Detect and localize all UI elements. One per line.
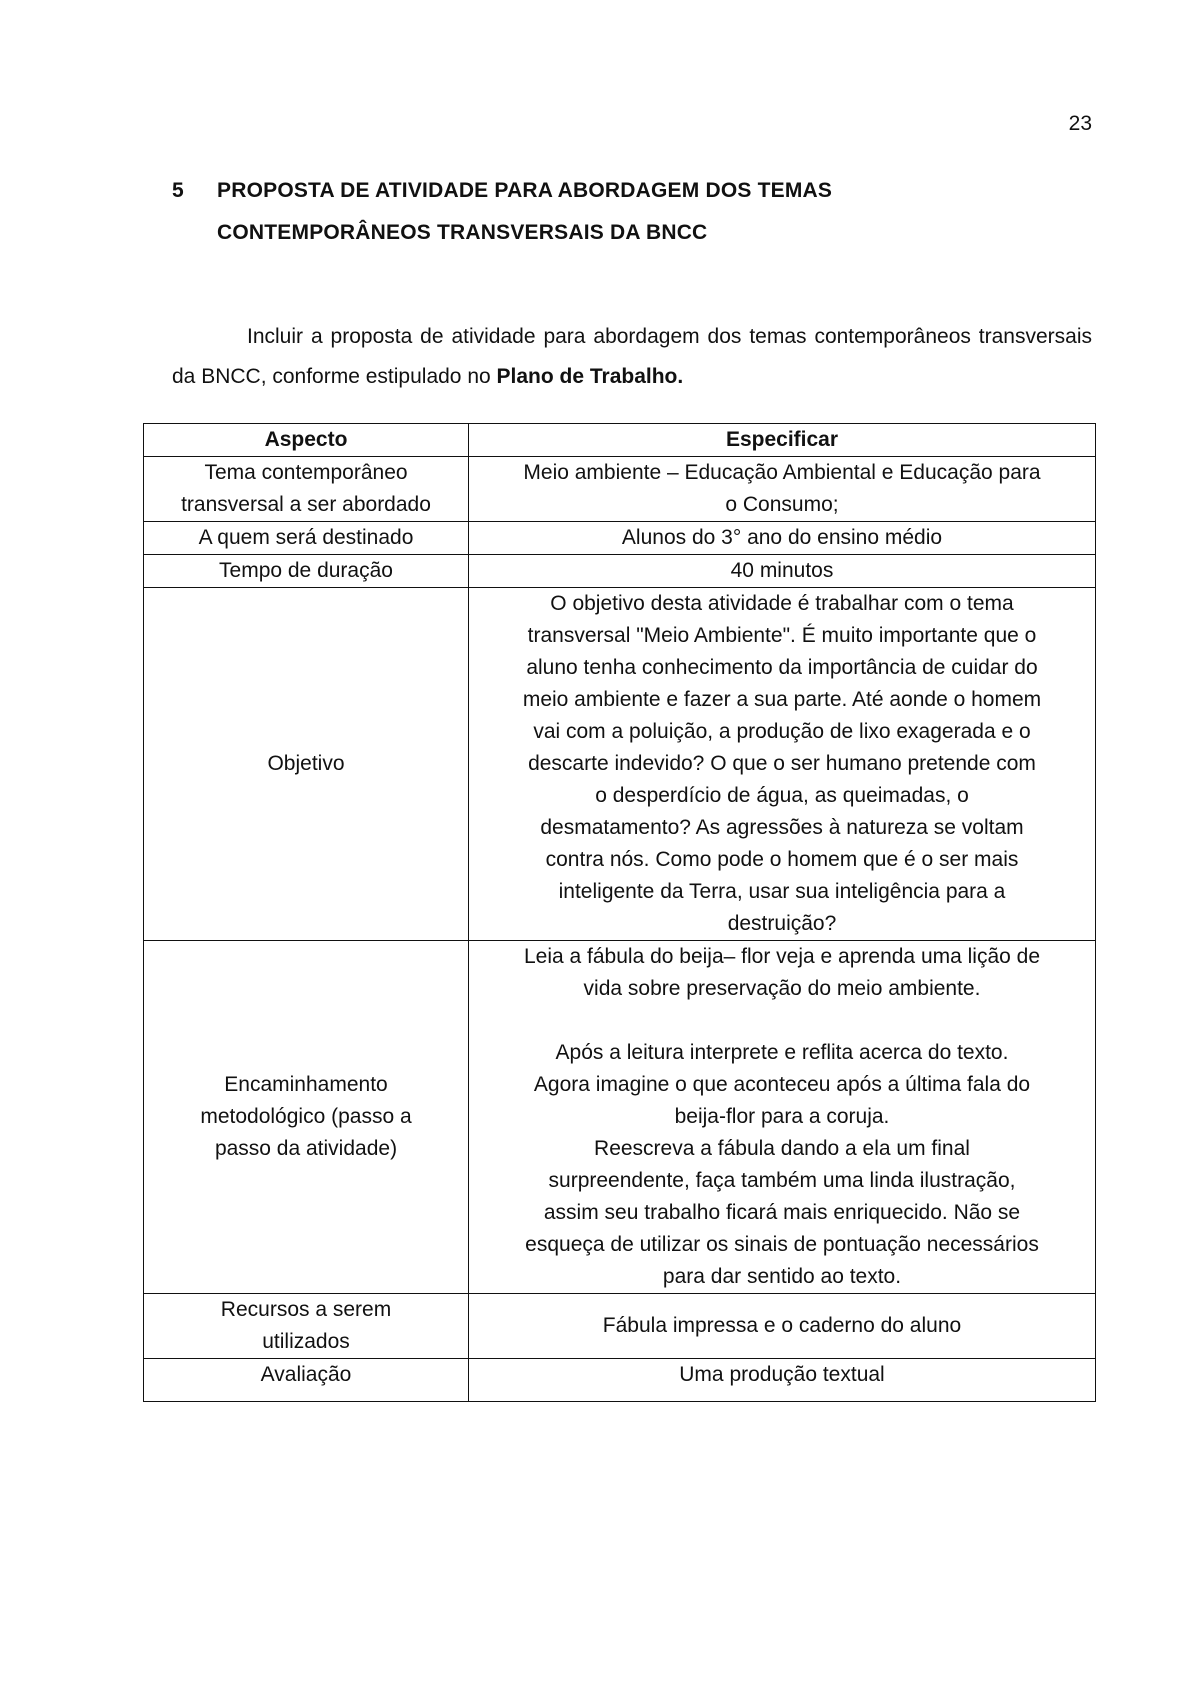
intro-paragraph — [172, 317, 1092, 397]
table-row — [144, 941, 1096, 1294]
aspect-cell-objetivo: Objetivo — [144, 588, 469, 941]
detail-cell-duracao: 40 minutos — [469, 555, 1096, 588]
section-title-line-1: PROPOSTA DE ATIVIDADE PARA ABORDAGEM DOS TEMAS — [217, 179, 833, 202]
header-aspecto: Aspecto — [144, 424, 469, 457]
table-row — [144, 588, 1096, 941]
detail-cell-encaminhamento: Leia a fábula do beija– flor veja e aprenda uma lição de vida sobre preservação do meio ambiente. Após a leitura interprete e reflita acerca do texto. Agora imagine o que aconteceu após a última fala do beija-flor para a coruja. Reescreva a fábula dando a ela um final surpreendente, faça também uma linda ilustração, assim seu trabalho ficará mais enriquecido. Não se esqueça de utilizar os sinais de pontuação necessários para dar sentido ao texto. — [469, 941, 1096, 1294]
aspect-cell-tema: Tema contemporâneo transversal a ser abordado — [144, 457, 469, 522]
section-title-line-2: CONTEMPORÂNEOS TRANSVERSAIS DA BNCC — [217, 221, 708, 244]
header-especificar: Especificar — [469, 424, 1096, 457]
section-heading — [172, 170, 1092, 254]
page-number: 23 — [1068, 112, 1092, 135]
table-row — [144, 555, 1096, 588]
intro-bold-text: Plano de Trabalho. — [496, 365, 684, 388]
aspect-cell-avaliacao: Avaliação — [144, 1359, 469, 1402]
detail-cell-avaliacao: Uma produção textual — [469, 1359, 1096, 1402]
aspect-cell-duracao: Tempo de duração — [144, 555, 469, 588]
activity-table — [143, 423, 1096, 1402]
section-number: 5 — [172, 179, 184, 202]
aspect-cell-destinado: A quem será destinado — [144, 522, 469, 555]
table-row — [144, 457, 1096, 522]
detail-cell-recursos: Fábula impressa e o caderno do aluno — [469, 1294, 1096, 1359]
aspect-cell-encaminhamento: Encaminhamento metodológico (passo a passo da atividade) — [144, 941, 469, 1294]
intro-text: Incluir a proposta de atividade para abordagem dos temas contemporâneos transversais da BNCC, conforme estipulado no — [172, 325, 1092, 388]
table-header-row — [144, 424, 1096, 457]
table-row — [144, 522, 1096, 555]
table-row — [144, 1294, 1096, 1359]
detail-cell-objetivo: O objetivo desta atividade é trabalhar com o tema transversal "Meio Ambiente". É muito importante que o aluno tenha conhecimento da importância de cuidar do meio ambiente e fazer a sua parte. Até aonde o homem vai com a poluição, a produção de lixo exagerada e o descarte indevido? O que o ser humano pretende com o desperdício de água, as queimadas, o desmatamento? As agressões à natureza se voltam contra nós. Como pode o homem que é o ser mais inteligente da Terra, usar sua inteligência para a destruição? — [469, 588, 1096, 941]
table-row — [144, 1359, 1096, 1402]
detail-cell-tema: Meio ambiente – Educação Ambiental e Educação para o Consumo; — [469, 457, 1096, 522]
aspect-cell-recursos: Recursos a serem utilizados — [144, 1294, 469, 1359]
detail-cell-destinado: Alunos do 3° ano do ensino médio — [469, 522, 1096, 555]
